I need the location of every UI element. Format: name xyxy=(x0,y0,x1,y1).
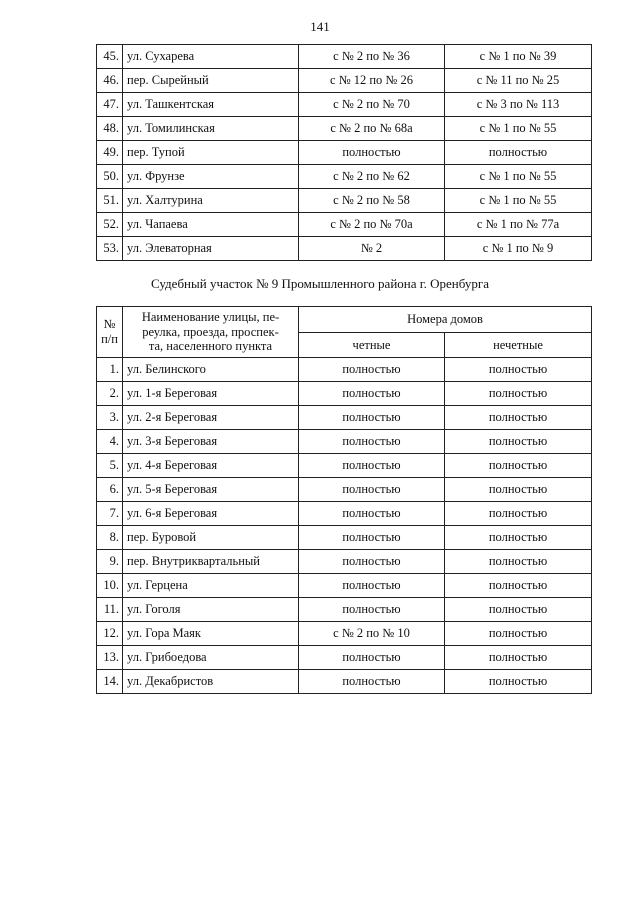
even-houses: с № 2 по № 70а xyxy=(299,213,445,237)
street-name: ул. Сухарева xyxy=(123,45,299,69)
table-row xyxy=(97,165,592,189)
row-number: 10. xyxy=(97,574,123,598)
odd-houses: с № 1 по № 39 xyxy=(445,45,592,69)
odd-houses: с № 1 по № 55 xyxy=(445,165,592,189)
odd-houses: с № 1 по № 77а xyxy=(445,213,592,237)
header-odd-column: нечетные xyxy=(445,333,592,358)
street-name: ул. Ташкентская xyxy=(123,93,299,117)
even-houses: полностью xyxy=(299,550,445,574)
street-name: ул. 4-я Береговая xyxy=(123,454,299,478)
even-houses: полностью xyxy=(299,526,445,550)
street-name: ул. Декабристов xyxy=(123,670,299,694)
street-name: ул. Гоголя xyxy=(123,598,299,622)
row-number: 53. xyxy=(97,237,123,261)
header-name-line2: реулка, проезда, проспек- xyxy=(142,324,279,339)
street-name: ул. Грибоедова xyxy=(123,646,299,670)
row-number: 51. xyxy=(97,189,123,213)
row-number: 8. xyxy=(97,526,123,550)
street-name: пер. Буровой xyxy=(123,526,299,550)
even-houses: с № 2 по № 62 xyxy=(299,165,445,189)
row-number: 3. xyxy=(97,406,123,430)
row-number: 13. xyxy=(97,646,123,670)
odd-houses: с № 1 по № 9 xyxy=(445,237,592,261)
street-name: ул. Чапаева xyxy=(123,213,299,237)
row-number: 46. xyxy=(97,69,123,93)
odd-houses: полностью xyxy=(445,622,592,646)
table-row xyxy=(97,69,592,93)
odd-houses: полностью xyxy=(445,430,592,454)
table-row xyxy=(97,646,592,670)
table-row xyxy=(97,382,592,406)
odd-houses: полностью xyxy=(445,141,592,165)
section-title: Судебный участок № 9 Промышленного района г. Оренбурга xyxy=(151,276,489,291)
table-row xyxy=(97,141,592,165)
street-name: ул. Элеваторная xyxy=(123,237,299,261)
row-number: 47. xyxy=(97,93,123,117)
row-number: 14. xyxy=(97,670,123,694)
row-number: 45. xyxy=(97,45,123,69)
odd-houses: полностью xyxy=(445,550,592,574)
odd-houses: полностью xyxy=(445,454,592,478)
header-house-numbers: Номера домов xyxy=(299,307,592,333)
row-number: 5. xyxy=(97,454,123,478)
street-name: ул. Гора Маяк xyxy=(123,622,299,646)
row-number: 2. xyxy=(97,382,123,406)
header-name-line3: та, населенного пункта xyxy=(148,339,273,354)
table-row xyxy=(97,574,592,598)
street-name: пер. Внутриквартальный xyxy=(123,550,299,574)
table-row xyxy=(97,478,592,502)
even-houses: полностью xyxy=(299,406,445,430)
even-houses: полностью xyxy=(299,430,445,454)
row-number: 1. xyxy=(97,358,123,382)
odd-houses: полностью xyxy=(445,670,592,694)
table-row xyxy=(97,213,592,237)
odd-houses: с № 11 по № 25 xyxy=(445,69,592,93)
street-name: ул. Томилинская xyxy=(123,117,299,141)
table-row xyxy=(97,45,592,69)
even-houses: полностью xyxy=(299,382,445,406)
row-number: 4. xyxy=(97,430,123,454)
table-row xyxy=(97,237,592,261)
odd-houses: полностью xyxy=(445,526,592,550)
row-number: 6. xyxy=(97,478,123,502)
street-name: ул. 3-я Береговая xyxy=(123,430,299,454)
streets-table-section-9 xyxy=(96,306,592,694)
header-number-line2: п/п xyxy=(101,332,118,346)
table-row xyxy=(97,358,592,382)
streets-table-section-9-body xyxy=(97,358,592,694)
street-name: ул. Фрунзе xyxy=(123,165,299,189)
header-row-main xyxy=(97,307,592,333)
street-name: ул. Герцена xyxy=(123,574,299,598)
odd-houses: полностью xyxy=(445,382,592,406)
odd-houses: полностью xyxy=(445,502,592,526)
row-number: 11. xyxy=(97,598,123,622)
table-row xyxy=(97,670,592,694)
even-houses: полностью xyxy=(299,574,445,598)
even-houses: с № 2 по № 70 xyxy=(299,93,445,117)
table-row xyxy=(97,598,592,622)
even-houses: № 2 xyxy=(299,237,445,261)
header-name-column xyxy=(123,307,299,358)
table-row xyxy=(97,117,592,141)
even-houses: полностью xyxy=(299,502,445,526)
even-houses: полностью xyxy=(299,478,445,502)
header-number-line1: № xyxy=(103,317,116,331)
street-name: ул. 2-я Береговая xyxy=(123,406,299,430)
table-row xyxy=(97,430,592,454)
odd-houses: с № 1 по № 55 xyxy=(445,189,592,213)
row-number: 12. xyxy=(97,622,123,646)
even-houses: полностью xyxy=(299,454,445,478)
row-number: 7. xyxy=(97,502,123,526)
odd-houses: полностью xyxy=(445,358,592,382)
even-houses: с № 2 по № 36 xyxy=(299,45,445,69)
table-row xyxy=(97,622,592,646)
street-name: пер. Сырейный xyxy=(123,69,299,93)
table-row xyxy=(97,454,592,478)
street-name: пер. Тупой xyxy=(123,141,299,165)
even-houses: с № 2 по № 58 xyxy=(299,189,445,213)
even-houses: полностью xyxy=(299,598,445,622)
row-number: 52. xyxy=(97,213,123,237)
odd-houses: с № 3 по № 113 xyxy=(445,93,592,117)
table-row xyxy=(97,93,592,117)
streets-table-continued-body xyxy=(97,45,592,261)
even-houses: полностью xyxy=(299,358,445,382)
table-header xyxy=(97,307,592,358)
odd-houses: полностью xyxy=(445,574,592,598)
row-number: 49. xyxy=(97,141,123,165)
row-number: 9. xyxy=(97,550,123,574)
even-houses: полностью xyxy=(299,141,445,165)
odd-houses: с № 1 по № 55 xyxy=(445,117,592,141)
street-name: ул. Белинского xyxy=(123,358,299,382)
even-houses: полностью xyxy=(299,646,445,670)
header-even-column: четные xyxy=(299,333,445,358)
street-name: ул. Халтурина xyxy=(123,189,299,213)
odd-houses: полностью xyxy=(445,598,592,622)
header-name-line1: Наименование улицы, пе- xyxy=(141,310,280,325)
table-row xyxy=(97,406,592,430)
table-row xyxy=(97,502,592,526)
even-houses: с № 12 по № 26 xyxy=(299,69,445,93)
odd-houses: полностью xyxy=(445,406,592,430)
table-row xyxy=(97,526,592,550)
street-name: ул. 1-я Береговая xyxy=(123,382,299,406)
odd-houses: полностью xyxy=(445,646,592,670)
row-number: 48. xyxy=(97,117,123,141)
even-houses: с № 2 по № 68а xyxy=(299,117,445,141)
street-name: ул. 5-я Береговая xyxy=(123,478,299,502)
table-row xyxy=(97,550,592,574)
odd-houses: полностью xyxy=(445,478,592,502)
header-number-column xyxy=(97,307,123,358)
even-houses: полностью xyxy=(299,670,445,694)
street-name: ул. 6-я Береговая xyxy=(123,502,299,526)
table-row xyxy=(97,189,592,213)
row-number: 50. xyxy=(97,165,123,189)
streets-table-continued xyxy=(96,44,592,261)
even-houses: с № 2 по № 10 xyxy=(299,622,445,646)
page-number: 141 xyxy=(310,19,330,34)
